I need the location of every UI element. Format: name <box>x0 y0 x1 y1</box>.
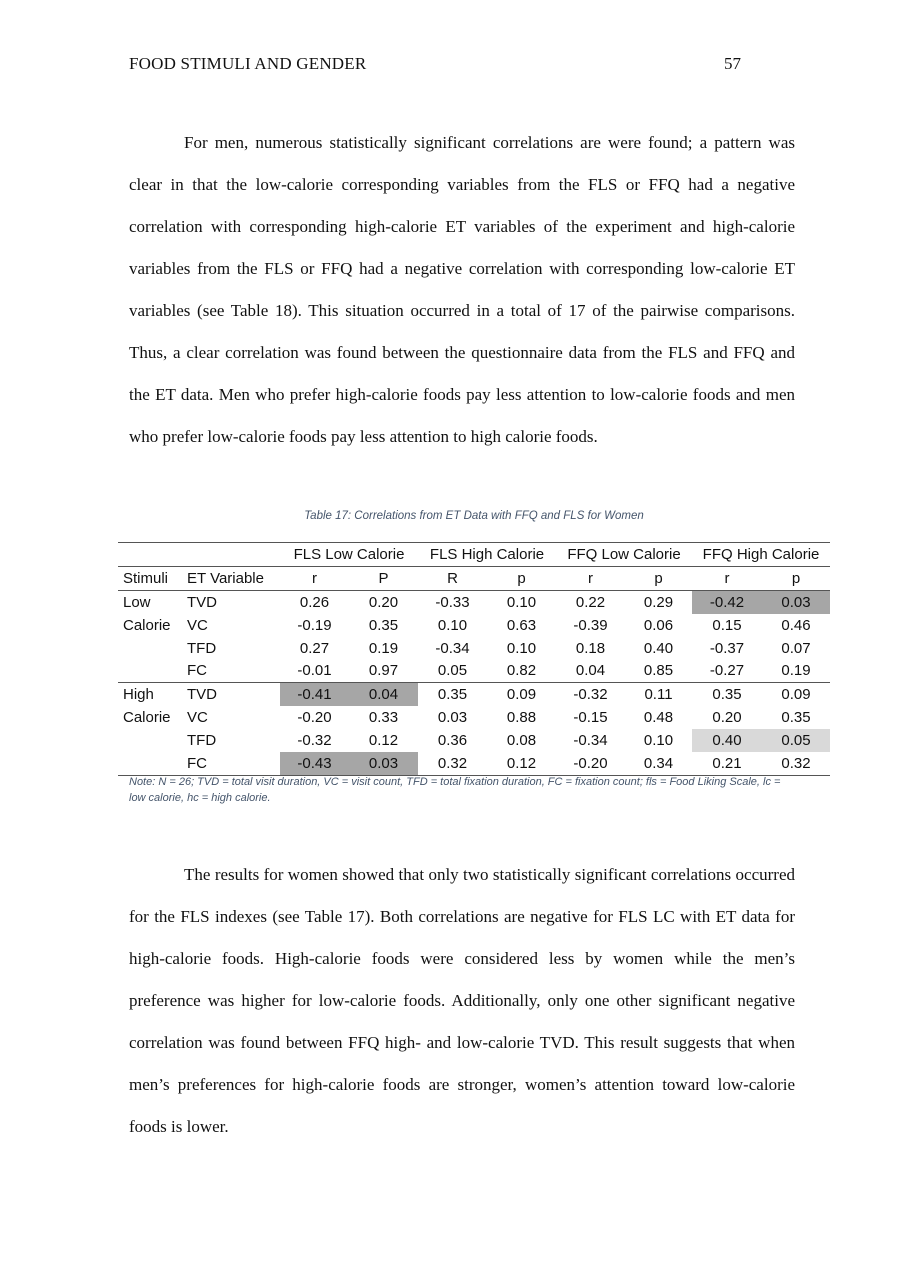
blank-cell <box>118 752 182 775</box>
table-cell-significant: -0.41 <box>280 683 349 706</box>
table-cell: 0.97 <box>368 662 399 680</box>
table-row <box>118 752 830 775</box>
column-header: R <box>418 566 487 590</box>
table-cell: 0.19 <box>781 662 811 680</box>
running-head-title: FOOD STIMULI AND GENDER <box>129 54 367 73</box>
table-cell: 0.10 <box>506 639 537 657</box>
paragraph-text: The results for women showed that only two statistically significant correlations occurred for the FLS indexes (see Table 17). Both correlations are negative for FLS LC with ET data for high-calorie foods. High-calorie foods were considered less by women while the men’s preference was higher for low-calorie foods. Additionally, only one other significant negative correlation was found between FFQ high- and low-calorie TVD. This result suggests that when men’s preferences for high-calorie foods are stronger, women’s attention toward low-calorie foods is lower. <box>129 865 795 1136</box>
table-cell: 0.40 <box>643 639 674 657</box>
table-cell: 0.19 <box>368 639 399 657</box>
running-header <box>129 54 741 76</box>
et-variable: TFD <box>187 639 217 657</box>
table-cell: 0.05 <box>437 662 468 680</box>
table-cell: 0.36 <box>437 732 468 750</box>
table-cell: 0.12 <box>368 732 399 750</box>
table-cell: -0.33 <box>435 593 470 611</box>
table-cell-significant: -0.42 <box>692 590 762 613</box>
column-header: p <box>762 566 830 590</box>
table-cell-significant: 0.03 <box>762 590 830 613</box>
table-caption: Table 17: Correlations from ET Data with FFQ and FLS for Women <box>304 510 644 522</box>
column-header: p <box>625 566 692 590</box>
table-cell: -0.34 <box>573 732 608 750</box>
et-variable: FC <box>187 662 207 680</box>
blank-cell <box>118 637 182 660</box>
table-cell: 0.88 <box>506 709 537 727</box>
table-cell: -0.20 <box>297 709 332 727</box>
table-cell: 0.10 <box>437 616 468 634</box>
et-variable: VC <box>187 709 208 727</box>
table-cell: 0.07 <box>781 639 811 657</box>
page-number: 57 <box>724 54 741 73</box>
blank-header-cell <box>182 543 280 567</box>
table-cell-significant: 0.04 <box>349 683 418 706</box>
correlation-table <box>118 542 830 776</box>
column-header: p <box>487 566 556 590</box>
table-cell: 0.15 <box>712 616 742 634</box>
table-cell: 0.35 <box>368 616 399 634</box>
column-header: r <box>280 566 349 590</box>
blank-cell <box>118 729 182 752</box>
stimuli-label: Calorie <box>123 616 171 634</box>
table-cell: 0.12 <box>487 752 556 775</box>
body-paragraph-women <box>129 854 795 1148</box>
table-cell: 0.08 <box>506 732 537 750</box>
table-row <box>118 637 830 660</box>
table-cell: -0.19 <box>297 616 332 634</box>
table-cell: 0.10 <box>506 593 537 611</box>
table-cell: -0.01 <box>297 662 332 680</box>
table-cell: 0.35 <box>692 683 762 706</box>
table-cell: 0.29 <box>643 593 674 611</box>
table-row <box>118 659 830 682</box>
table-cell: -0.37 <box>709 639 745 657</box>
body-paragraph-men <box>129 122 795 458</box>
table-cell: 0.82 <box>506 662 537 680</box>
table-cell: -0.27 <box>709 662 745 680</box>
table-cell: 0.09 <box>487 683 556 706</box>
table-cell: 0.11 <box>625 683 692 706</box>
table-cell: 0.85 <box>643 662 674 680</box>
et-variable: TVD <box>187 593 217 611</box>
table-cell: 0.22 <box>575 593 606 611</box>
paragraph-text: For men, numerous statistically significant correlations are were found; a pattern was clear in that the low-calorie corresponding variables from the FLS or FFQ had a negative correlation with corresponding high-calorie ET variables of the experiment and high-calorie variables from the FLS or FFQ had a negative correlation with corresponding low-calorie ET variables (see Table 18). This situation occurred in a total of 17 of the pairwise comparisons. Thus, a clear correlation was found between the questionnaire data from the FLS and FFQ and the ET data. Men who prefer high-calorie foods pay less attention to low-calorie foods and men who prefer low-calorie foods pay less attention to high calorie foods. <box>129 133 795 446</box>
table-cell: 0.26 <box>299 593 330 611</box>
group-header-ffq-high: FFQ High Calorie <box>692 543 830 567</box>
table-row <box>118 729 830 752</box>
table-row <box>118 683 830 706</box>
table-cell: 0.20 <box>368 593 399 611</box>
table-cell: 0.33 <box>368 709 399 727</box>
table-cell: 0.04 <box>575 662 606 680</box>
table-column-header-row <box>118 566 830 590</box>
column-header: ET Variable <box>182 566 280 590</box>
table-cell: -0.15 <box>573 709 608 727</box>
table-cell: -0.39 <box>573 616 608 634</box>
column-header: r <box>692 566 762 590</box>
blank-cell <box>118 659 182 682</box>
table-cell-significant: 0.40 <box>692 729 762 752</box>
et-variable: TVD <box>182 683 280 706</box>
table-note: Note: N = 26; TVD = total visit duration, VC = visit count, TFD = total fixation duration, FC = fixation count; fls = Food Liking Scale, lc = low calorie, hc = high calorie. <box>129 776 781 804</box>
table-cell: -0.34 <box>435 639 470 657</box>
et-variable: VC <box>187 616 208 634</box>
table-cell: 0.09 <box>762 683 830 706</box>
et-variable: FC <box>182 752 280 775</box>
table-cell: 0.32 <box>418 752 487 775</box>
table-cell: 0.32 <box>762 752 830 775</box>
table-cell: -0.32 <box>556 683 625 706</box>
stimuli-label: Calorie <box>123 709 171 727</box>
group-header-fls-low: FLS Low Calorie <box>280 543 418 567</box>
table-cell: 0.20 <box>712 709 742 727</box>
table-cell-significant: -0.43 <box>280 752 349 775</box>
table-row <box>118 590 830 613</box>
group-header-fls-high: FLS High Calorie <box>418 543 556 567</box>
table-row <box>118 614 830 637</box>
table-cell-significant: 0.05 <box>762 729 830 752</box>
table-cell: 0.21 <box>692 752 762 775</box>
column-header: Stimuli <box>118 566 182 590</box>
table-cell: 0.18 <box>575 639 606 657</box>
table-cell: -0.32 <box>297 732 332 750</box>
table-cell: 0.46 <box>781 616 811 634</box>
stimuli-label: High <box>118 683 182 706</box>
table-cell: 0.63 <box>506 616 537 634</box>
blank-header-cell <box>118 543 182 567</box>
table-cell: 0.34 <box>625 752 692 775</box>
table-cell: 0.48 <box>643 709 674 727</box>
table-cell: 0.35 <box>781 709 811 727</box>
table-cell: -0.20 <box>556 752 625 775</box>
group-header-ffq-low: FFQ Low Calorie <box>556 543 692 567</box>
table-cell: 0.27 <box>299 639 330 657</box>
table-cell: 0.06 <box>643 616 674 634</box>
et-variable: TFD <box>187 732 217 750</box>
table-cell: 0.03 <box>437 709 468 727</box>
table-cell: 0.10 <box>643 732 674 750</box>
table-cell-significant: 0.03 <box>349 752 418 775</box>
table-cell: 0.35 <box>418 683 487 706</box>
stimuli-label: Low <box>123 593 151 611</box>
column-header: P <box>349 566 418 590</box>
column-header: r <box>556 566 625 590</box>
table-row <box>118 706 830 729</box>
table-group-header-row <box>118 543 830 567</box>
